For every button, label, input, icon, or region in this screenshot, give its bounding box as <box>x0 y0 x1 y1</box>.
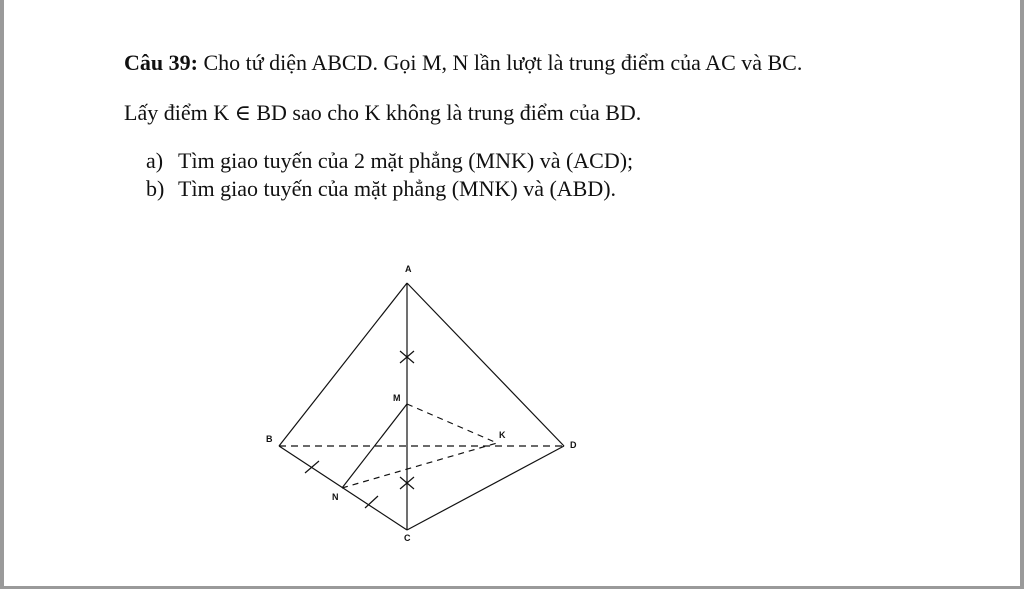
edge-CD <box>407 446 564 530</box>
problem-statement-line-2: Lấy điểm K ∈ BD sao cho K không là trung điểm của BD. <box>124 100 642 125</box>
document-page <box>4 0 1020 586</box>
label-D: D <box>570 440 577 450</box>
sub-question-b-label: b) <box>146 176 165 201</box>
label-M: M <box>393 393 401 403</box>
label-K: K <box>499 430 506 440</box>
edge-AD <box>407 283 564 446</box>
label-B: B <box>266 434 273 444</box>
tetrahedron-figure <box>4 0 1020 586</box>
sub-question-b-text: Tìm giao tuyến của mặt phẳng (MNK) và (ABD). <box>178 176 617 201</box>
label-A: A <box>405 264 412 274</box>
problem-text-1: Cho tứ diện ABCD. Gọi M, N lần lượt là trung điểm của AC và BC. <box>197 50 803 75</box>
label-N: N <box>332 492 339 502</box>
edge-AB <box>279 283 407 446</box>
label-C: C <box>404 533 411 543</box>
question-number: Câu 39: <box>124 50 198 75</box>
sub-question-a-label: a) <box>146 148 164 173</box>
segment-NK-hidden <box>342 443 497 488</box>
segment-MK-hidden <box>407 404 497 443</box>
sub-question-a-text: Tìm giao tuyến của 2 mặt phẳng (MNK) và (ACD); <box>178 148 634 173</box>
